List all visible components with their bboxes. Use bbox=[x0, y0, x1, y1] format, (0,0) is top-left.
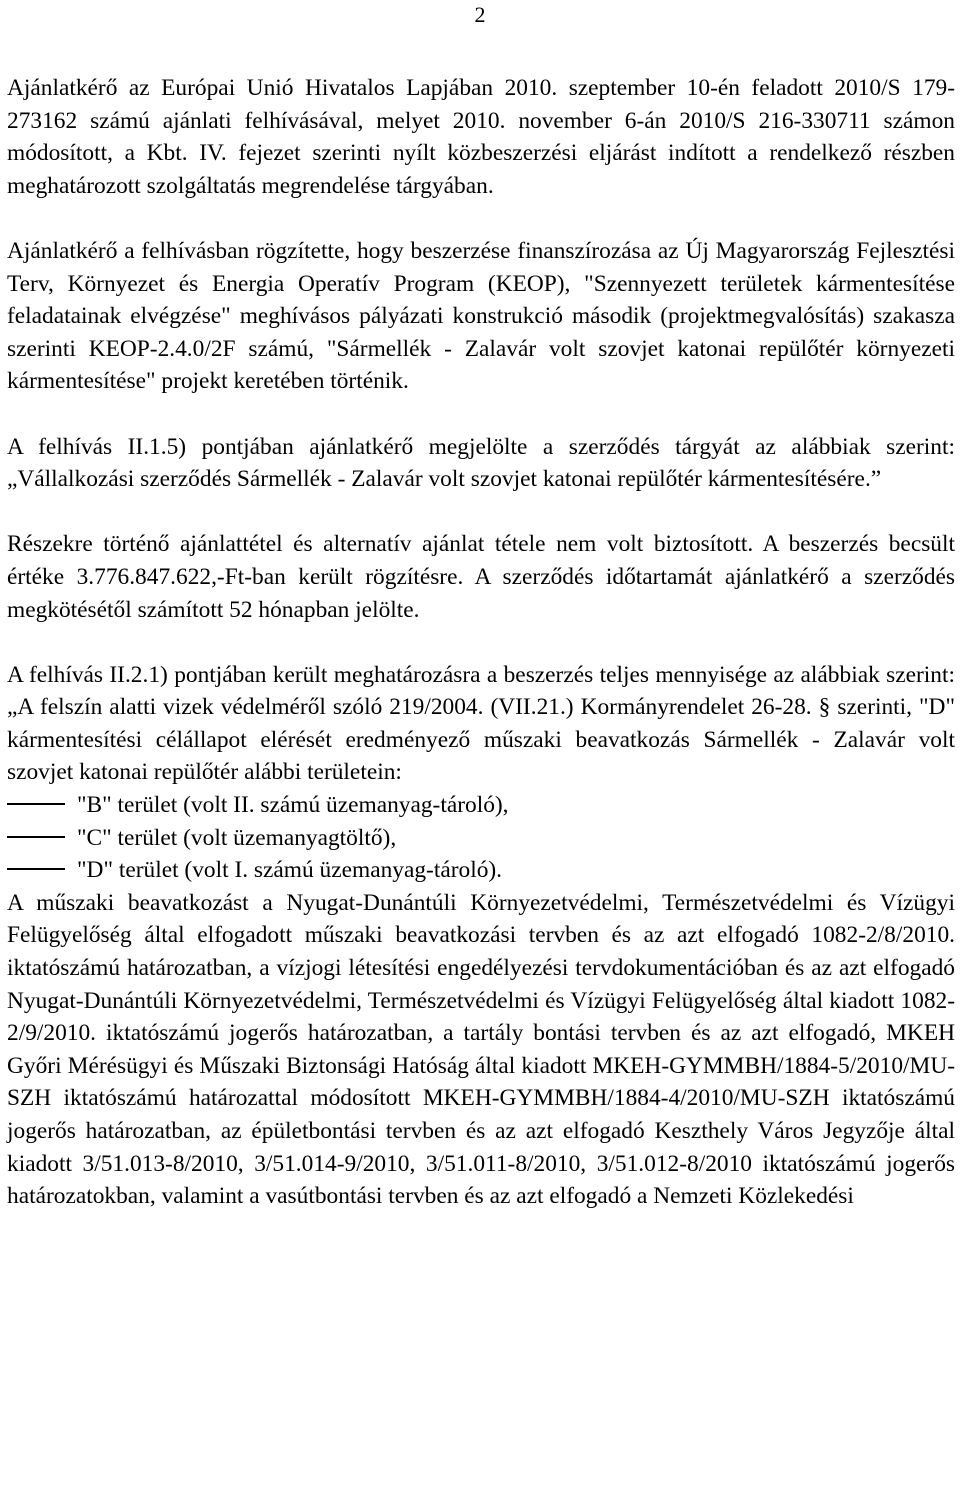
paragraph-technical-intervention: A műszaki beavatkozást a Nyugat-Dunántúli Környezetvédelmi, Természetvédelmi és Vízügyi Felügyelőség által elfogadott műszaki beavatkozási tervben és az azt elfogadó 1082-2/8/2010. iktatószámú határozatban, a vízjogi létesítési engedélyezési tervdokumentációban és az azt elfogadó Nyugat-Dunántúli Környezetvédelmi, Természetvédelmi és Vízügyi Felügyelőség által kiadott 1082-2/9/2010. iktatószámú jogerős határozatban, a tartály bontási tervben és az azt elfogadó, MKEH Győri Mérésügyi és Műszaki Biztonsági Hatóság által kiadott MKEH-GYMMBH/1884-5/2010/MU-SZH iktatószámú határozattal módosított MKEH-GYMMBH/1884-4/2010/MU-SZH iktatószámú jogerős határozatban, az épületbontási tervben és az azt elfogadó Keszthely Város Jegyzője által kiadott 3/51.013-8/2010, 3/51.014-9/2010, 3/51.011-8/2010, 3/51.012-8/2010 iktatószámú jogerős határozatokban, valamint a vasútbontási tervben és az azt elfogadó a Nemzeti Közlekedési bbox=[7, 889, 955, 1210]
list-item-text: "B" terület (volt II. számú üzemanyag-tároló), bbox=[77, 792, 509, 819]
dash-bullet-icon bbox=[7, 836, 65, 838]
list-item-text: "C" terület (volt üzemanyagtöltő), bbox=[77, 824, 397, 851]
paragraph-estimated-value: Részekre történő ajánlattétel és alternatív ajánlat tétele nem volt biztosított. A beszerzés becsült értéke 3.776.847.622,-Ft-ban került rögzítésre. A szerződés időtartamát ajánlatkérő a szerződés megkötésétől számított 52 hónapban jelölte. bbox=[7, 531, 955, 623]
page-number: 2 bbox=[474, 2, 486, 27]
list-item bbox=[7, 789, 955, 822]
dash-bullet-icon bbox=[7, 803, 65, 805]
paragraph-tender-announcement: Ajánlatkérő az Európai Unió Hivatalos Lapjában 2010. szeptember 10-én feladott 2010/S 179-273162 számú ajánlati felhívásával, melyet 2010. november 6-án 2010/S 216-330711 számon módosított, a Kbt. IV. fejezet szerinti nyílt közbeszerzési eljárást indított a rendelkező részben meghatározott szolgáltatás megrendelése tárgyában. bbox=[7, 75, 955, 199]
list-item bbox=[7, 822, 955, 855]
list-item-text: "D" terület (volt I. számú üzemanyag-tároló). bbox=[77, 857, 503, 884]
document-body bbox=[7, 72, 955, 1213]
dash-bullet-icon bbox=[7, 868, 65, 870]
list-item bbox=[7, 854, 955, 887]
paragraph-contract-subject: A felhívás II.1.5) pontjában ajánlatkérő megjelölte a szerződés tárgyát az alábbiak szerint: „Vállalkozási szerződés Sármellék - Zalavár volt szovjet katonai repülőtér kármentesítésére.” bbox=[7, 433, 955, 493]
paragraph-financing: Ajánlatkérő a felhívásban rögzítette, hogy beszerzése finanszírozása az Új Magyarország Fejlesztési Terv, Környezet és Energia Operatív Program (KEOP), "Szennyezett területek kármentesítése feladatainak elvégzése" meghívásos pályázati konstrukció második (projektmegvalósítás) szakasza szerinti KEOP-2.4.0/2F számú, "Sármellék - Zalavár volt szovjet katonai repülőtér környezeti kármentesítése" projekt keretében történik. bbox=[7, 237, 955, 395]
paragraph-total-quantity: A felhívás II.2.1) pontjában került meghatározásra a beszerzés teljes mennyisége az alábbiak szerint: „A felszín alatti vizek védelméről szóló 219/2004. (VII.21.) Kormányrendelet 26-28. § szerinti, "D" kármentesítési célállapot elérését eredményező műszaki beavatkozás Sármellék - Zalavár volt szovjet katonai repülőtér alábbi területein: bbox=[7, 661, 955, 786]
